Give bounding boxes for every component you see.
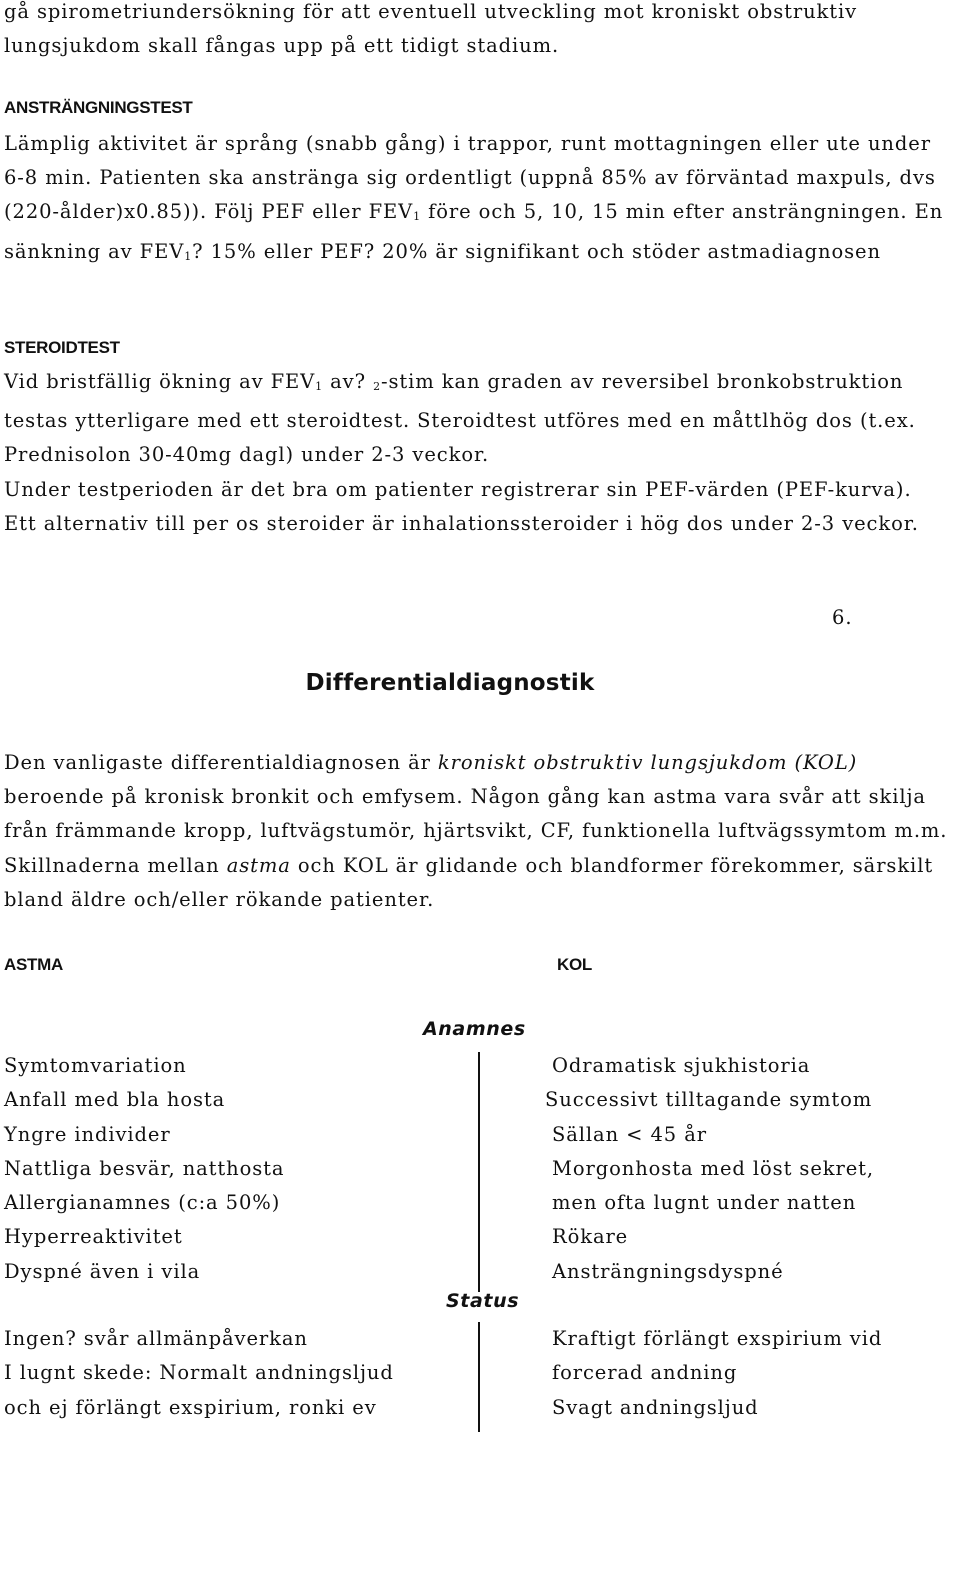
list-item: Rökare xyxy=(552,1225,629,1249)
list-item: Hyperreaktivitet xyxy=(4,1225,183,1249)
status-label: Status xyxy=(446,1290,520,1312)
steroidtest-heading: STEROIDTEST xyxy=(4,338,120,357)
intro-paragraph xyxy=(4,0,952,63)
list-item: Svagt andningsljud xyxy=(552,1395,759,1419)
list-item: Nattliga besvär, natthosta xyxy=(4,1156,285,1180)
anamnes-label: Anamnes xyxy=(423,1018,526,1040)
column-divider-status xyxy=(478,1322,480,1432)
status-astma-list xyxy=(4,1322,394,1425)
anstrangningstest-paragraph: Lämplig aktivitet är språng (snabb gång) i trappor, runt mottagningen eller ute under 6-8 min. Patienten ska anstränga sig ordentligt (uppnå 85% av förväntad maxpuls, dvs (220-ålder)x0.85)). Följ PEF eller $FEV_1$ före och 5, 10, 15 min efter ansträngningen. En sänkning av $FEV_1$? 15% eller PEF? 20% är signifikant och stöder astmadiagnosen xyxy=(4,132,944,263)
steroidtest-paragraph: Vid bristfällig ökning av $FEV_1$ av? $_2$-stim kan graden av reversibel bronkobstruktion testas ytterligare med ett steroidtest. Steroidtest utföres med en måttlhög dos (t.ex. Prednisolon 30-40mg dagl) under 2-3 veckor. xyxy=(4,370,916,467)
list-item: Successivt tilltagande symtom xyxy=(545,1088,873,1112)
list-item: Anfall med bla hosta xyxy=(4,1088,226,1112)
list-item: och ej förlängt exspirium, ronki ev xyxy=(4,1395,377,1419)
anstrangningstest-heading: ANSTRÄNGNINGSTEST xyxy=(4,98,193,117)
page-number: 6. xyxy=(832,606,853,629)
list-item: Allergianamnes (c:a 50%) xyxy=(4,1191,281,1215)
list-item: Dyspné även i vila xyxy=(4,1259,201,1283)
intro-line-2: lungsjukdom skall fångas upp på ett tidigt stadium. xyxy=(4,34,560,58)
intro-line-1: gå spirometriundersökning för att eventuell utveckling mot kroniskt obstruktiv xyxy=(4,0,858,23)
list-item: Yngre individer xyxy=(4,1122,171,1146)
list-item: men ofta lugnt under natten xyxy=(552,1191,857,1215)
steroidtest-paragraph-3: Ett alternativ till per os steroider är inhalationssteroider i hög dos under 2-3 veckor. xyxy=(4,511,919,535)
anamnes-kol-list xyxy=(545,1049,874,1289)
list-item: I lugnt skede: Normalt andningsljud xyxy=(4,1361,394,1385)
list-item: Sällan < 45 år xyxy=(552,1122,707,1146)
list-item: Kraftigt förlängt exspirium vid xyxy=(552,1327,883,1350)
steroidtest-paragraph-2: Under testperioden är det bra om patienter registrerar sin PEF-värden (PEF-kurva). xyxy=(4,477,912,501)
column-divider-anamnes xyxy=(478,1052,480,1292)
astma-column-heading: ASTMA xyxy=(4,955,63,974)
section-title: Differentialdiagnostik xyxy=(305,670,595,696)
list-item: Ansträngningsdyspné xyxy=(552,1259,784,1283)
list-item: Symtomvariation xyxy=(4,1054,187,1077)
anamnes-astma-list xyxy=(4,1049,284,1289)
steroidtest-section xyxy=(4,365,952,541)
list-item: Ingen? svår allmänpåverkan xyxy=(4,1327,308,1350)
status-kol-list xyxy=(545,1322,882,1425)
differential-paragraph: Den vanligaste differentialdiagnosen är kroniskt obstruktiv lungsjukdom (KOL) beroende på kronisk bronkit och emfysem. Någon gång kan astma vara svår att skilja från främmande kropp, luftvägstumör, hjärtsvikt, CF, funktionella luftvägssymtom m.m. Skillnaderna mellan astma och KOL är glidande och blandformer förekommer, särskilt bland äldre och/eller rökande patienter. xyxy=(4,751,948,911)
list-item: Morgonhosta med löst sekret, xyxy=(552,1156,874,1180)
list-item: Odramatisk sjukhistoria xyxy=(552,1054,811,1077)
kol-column-heading: KOL xyxy=(557,955,592,974)
list-item: forcerad andning xyxy=(552,1361,738,1385)
